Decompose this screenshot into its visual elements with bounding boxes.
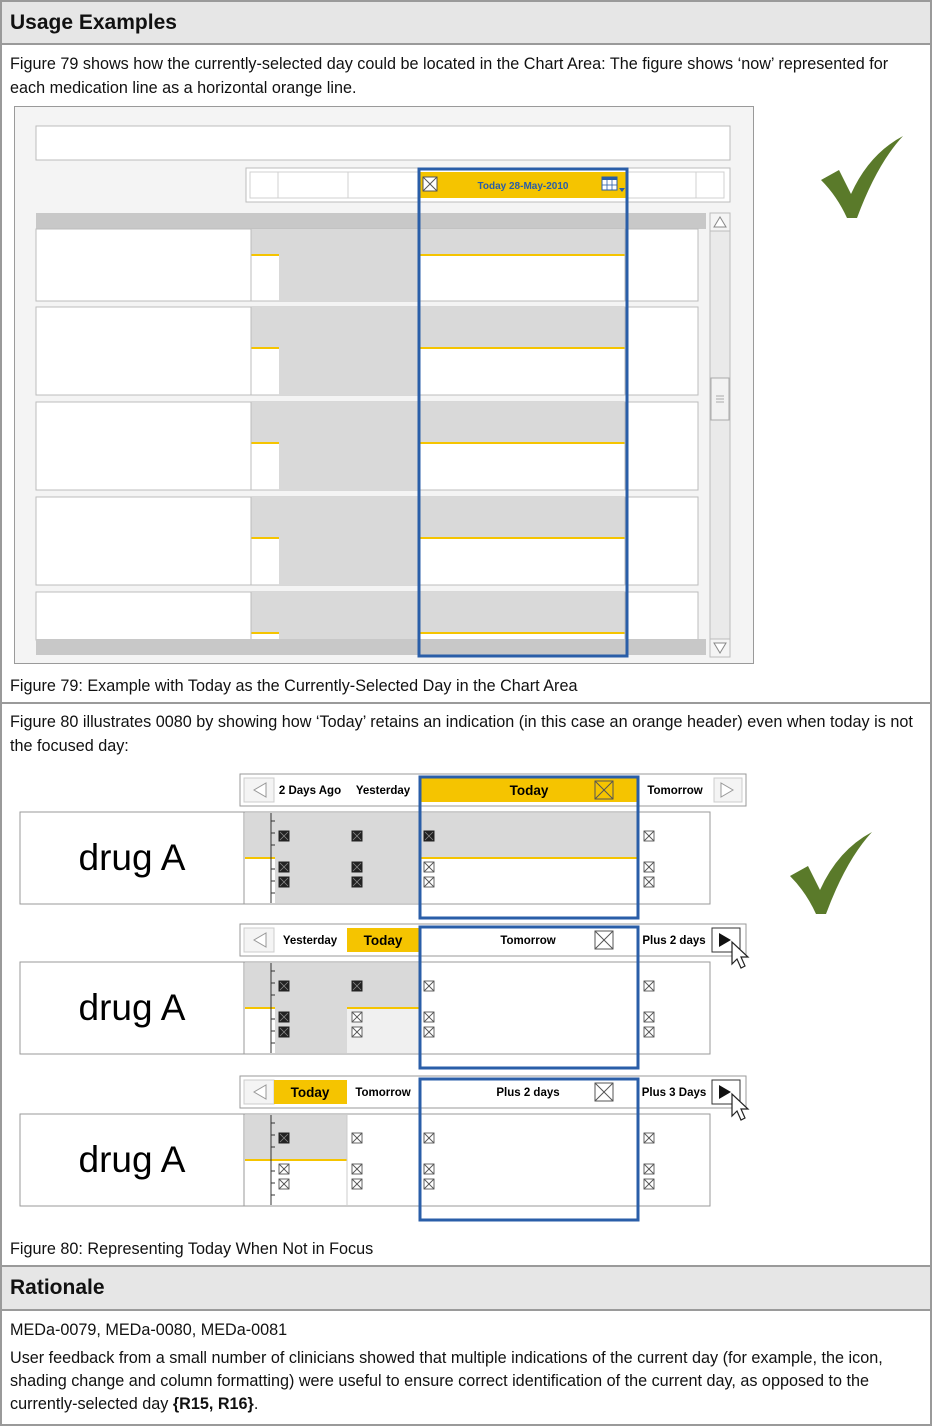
rationale-body-text: User feedback from a small number of clinicians showed that multiple indications of the current day (for example, the icon, shading change and column formatting) were useful to ensure correct identification of the current day, as opposed to the currently-selected day xyxy=(10,1349,883,1413)
fig80-panel-1 xyxy=(20,774,746,918)
rationale-refs: MEDa-0079, MEDa-0080, MEDa-0081 xyxy=(10,1321,288,1339)
fig79-top-bar xyxy=(36,126,730,160)
rationale-body-end: . xyxy=(253,1395,259,1413)
fig80-p3-col1: Today xyxy=(290,1085,330,1100)
fig80-panel-2 xyxy=(20,924,748,1068)
fig80-p2-col4: Plus 2 days xyxy=(642,935,706,947)
fig80-p1-drug-label: drug A xyxy=(78,837,186,878)
section-heading-rationale: Rationale xyxy=(2,1265,930,1311)
fig80-p1-col3: Today xyxy=(509,783,549,798)
figure-80 xyxy=(18,772,750,1224)
fig80-p3-col2: Tomorrow xyxy=(355,1087,411,1099)
figure-79 xyxy=(14,106,754,664)
fig80-p2-col2: Today xyxy=(363,933,403,948)
paragraph-fig80-intro: Figure 80 illustrates 0080 by showing how ‘Today’ retains an indication (in this case an orange header) even when today is not the focused day: xyxy=(10,713,913,755)
section-heading-usage: Usage Examples xyxy=(2,2,930,45)
rationale-refs-bold: {R15, R16} xyxy=(172,1395,254,1413)
fig79-row-5 xyxy=(36,592,698,640)
fig80-p3-drug-label: drug A xyxy=(78,1139,186,1180)
fig80-p1-col1: 2 Days Ago xyxy=(278,785,342,797)
fig80-p3-col4: Plus 3 Days xyxy=(641,1087,707,1099)
fig79-row-3 xyxy=(36,402,698,490)
fig80-p1-col2: Yesterday xyxy=(355,785,411,797)
fig80-p3-col3: Plus 2 days xyxy=(496,1087,560,1099)
fig80-panel-3 xyxy=(20,1076,748,1220)
fig80-p2-drug-label: drug A xyxy=(78,987,186,1028)
fig79-date-label: Today 28-May-2010 xyxy=(477,181,569,192)
close-icon xyxy=(423,177,437,191)
checkmark-icon xyxy=(786,828,876,918)
fig79-row-1 xyxy=(36,229,698,301)
fig80-p2-col3: Tomorrow xyxy=(500,935,556,947)
fig79-scrollbar xyxy=(710,213,730,657)
figure-79-caption: Figure 79: Example with Today as the Currently-Selected Day in the Chart Area xyxy=(10,677,578,695)
fig80-p1-col4: Tomorrow xyxy=(647,785,703,797)
fig79-row-2 xyxy=(36,307,698,395)
fig80-p2-col1: Yesterday xyxy=(282,935,338,947)
divider xyxy=(2,702,930,704)
paragraph-fig79-intro: Figure 79 shows how the currently-selected day could be located in the Chart Area: The figure shows ‘now’ represented for each medication line as a horizontal orange line. xyxy=(10,55,889,97)
rationale-body xyxy=(10,1347,922,1416)
figure-80-caption: Figure 80: Representing Today When Not in Focus xyxy=(10,1240,374,1258)
fig79-row-4 xyxy=(36,497,698,585)
checkmark-icon xyxy=(817,132,907,222)
